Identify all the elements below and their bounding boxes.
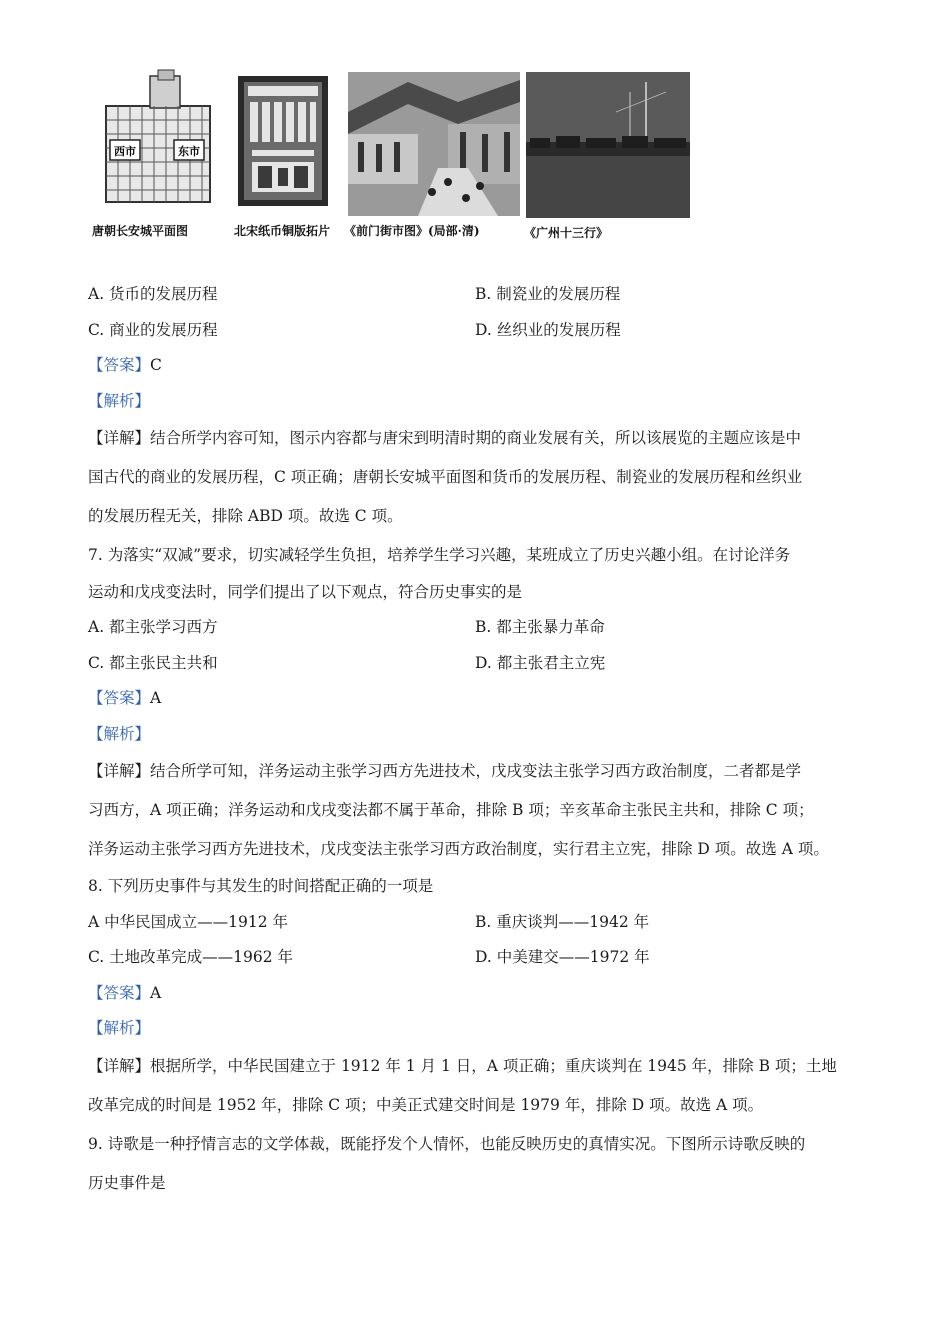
option-d: D. 丝织业的发展历程 [475, 320, 621, 339]
option-d: D. 中美建交——1972 年 [475, 948, 650, 966]
detail-tag: 【详解】 [88, 762, 151, 780]
options-row [88, 313, 868, 349]
option-b: B. 重庆谈判——1942 年 [475, 912, 650, 931]
answer-line [88, 976, 868, 1012]
option-c: C. 土地改革完成——1962 年 [88, 948, 294, 966]
option-a: A. 都主张学习西方 [88, 618, 218, 636]
detail-line: 国古代的商业的发展历程，C 项正确；唐朝长安城平面图和货币的发展历程、制瓷业的发展历程和丝织业 [88, 468, 803, 486]
answer-tag: 【答案】 [88, 356, 151, 374]
song-banknote-image [238, 76, 328, 206]
question-stem: 8. 下列历史事件与其发生的时间搭配正确的一项是 [88, 877, 434, 895]
stem-line: 历史事件是 [88, 1173, 166, 1192]
option-b: B. 都主张暴力革命 [475, 618, 605, 636]
answer-line [88, 681, 868, 717]
detail-line [88, 1047, 868, 1086]
detail-line: 洋务运动主张学习西方先进技术，戊戌变法主张学习西方政治制度，实行君主立宪，排除 D 项。故选 A 项。 [88, 840, 829, 858]
option-d: D. 都主张君主立宪 [475, 653, 606, 672]
option-a: A 中华民国成立——1912 年 [88, 912, 288, 931]
east-market-label: 东市 [178, 145, 200, 158]
analysis-tag: 【解析】 [88, 724, 151, 743]
question-stem [88, 536, 868, 610]
figure-row [92, 68, 698, 248]
analysis-line [88, 1011, 868, 1047]
detail-text: 根据所学，中华民国建立于 1912 年 1 月 1 日，A 项正确；重庆谈判在 1945 年，排除 B 项；土地 [150, 1056, 837, 1075]
answer-value: A [150, 689, 162, 707]
detail-line: 改革完成的时间是 1952 年，排除 C 项；中美正式建交时间是 1979 年，排除 D 项。故选 A 项。 [88, 1095, 764, 1114]
detail-line: 习西方，A 项正确；洋务运动和戊戌变法都不属于革命，排除 B 项；辛亥革命主张民主共和，排除 C 项； [88, 801, 814, 819]
figure-caption: 《广州十三行》 [524, 226, 609, 240]
detail-line [88, 752, 868, 791]
detail-paragraph [88, 1047, 868, 1125]
stem-line: 运动和戊戌变法时，同学们提出了以下观点，符合历史事实的是 [88, 583, 523, 601]
detail-line: 的发展历程无关，排除 ABD 项。故选 C 项。 [88, 507, 403, 525]
answer-line [88, 348, 868, 384]
option-b: B. 制瓷业的发展历程 [475, 285, 621, 303]
stem-line: 7. 为落实“双减”要求，切实减轻学生负担，培养学生学习兴趣，某班成立了历史兴趣小组。在讨论洋务 [88, 546, 791, 564]
analysis-line [88, 717, 868, 753]
analysis-tag: 【解析】 [88, 1019, 151, 1037]
detail-line [88, 419, 868, 458]
question-body [88, 277, 868, 1203]
analysis-line [88, 384, 868, 420]
options-row [88, 905, 868, 941]
stem-line: 9. 诗歌是一种抒情言志的文学体裁，既能抒发个人情怀，也能反映历史的真情实况。下图所示诗歌反映的 [88, 1134, 806, 1153]
figure-caption: 唐朝长安城平面图 [92, 224, 189, 238]
options-row [88, 940, 868, 976]
detail-tag: 【详解】 [88, 1056, 151, 1075]
detail-paragraph [88, 752, 868, 869]
detail-text: 结合所学内容可知，图示内容都与唐宋到明清时期的商业发展有关，所以该展览的主题应该是中 [150, 429, 802, 447]
detail-paragraph [88, 419, 868, 536]
question-stem [88, 1125, 868, 1203]
answer-value: C [150, 356, 162, 374]
west-market-label: 西市 [114, 145, 136, 158]
figure-caption: 北宋纸币铜版拓片 [234, 224, 331, 238]
options-row [88, 610, 868, 646]
analysis-tag: 【解析】 [88, 391, 151, 410]
detail-text: 结合所学可知，洋务运动主张学习西方先进技术，戊戌变法主张学习西方政治制度，二者都是学 [150, 762, 802, 780]
options-row [88, 646, 868, 682]
changan-map-image [98, 68, 218, 206]
qianmen-street-image [348, 72, 520, 216]
option-c: C. 都主张民主共和 [88, 653, 218, 672]
guangzhou-thirteen-hongs-image [526, 72, 690, 218]
answer-tag: 【答案】 [88, 689, 151, 707]
figure-caption: 《前门街市图》(局部·清) [344, 224, 480, 238]
detail-tag: 【详解】 [88, 429, 151, 447]
answer-tag: 【答案】 [88, 983, 151, 1002]
options-row [88, 277, 868, 313]
answer-value: A [150, 983, 162, 1002]
option-a: A. 货币的发展历程 [88, 285, 218, 303]
option-c: C. 商业的发展历程 [88, 320, 218, 339]
